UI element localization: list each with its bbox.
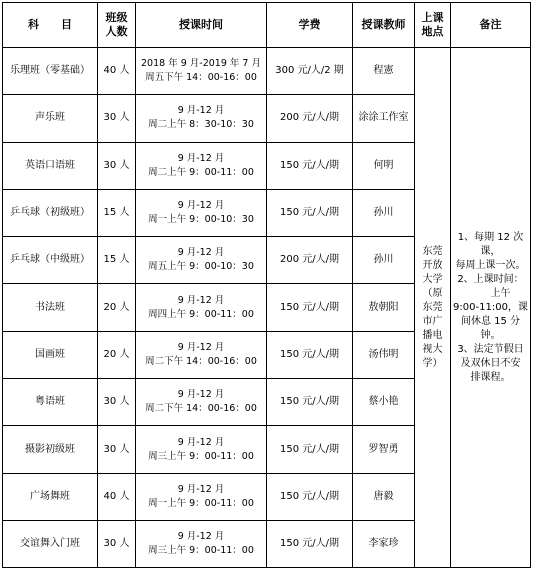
time-cell [136, 331, 267, 378]
time-line: 周三上午 9：00-11：00 [148, 450, 254, 462]
header-class-size-line1: 班级 [105, 11, 128, 24]
note-line: 2、上课时间： [457, 273, 524, 285]
fee-cell: 300 元/人/2 期 [267, 48, 353, 95]
fee-cell: 150 元/人/期 [267, 142, 353, 189]
fee-cell: 150 元/人/期 [267, 379, 353, 426]
class-size-cell: 40 人 [98, 48, 136, 95]
note-line: 9:00-11:00，课 [453, 301, 528, 313]
note-line: 每周上课一次。 [455, 259, 526, 271]
time-line: 周三上午 9：00-11：00 [148, 545, 254, 557]
subject-cell: 摄影初级班 [3, 426, 98, 473]
class-size-cell: 30 人 [98, 379, 136, 426]
note-line: 排课程。 [470, 371, 511, 383]
header-fee: 学费 [267, 3, 353, 48]
time-cell [136, 379, 267, 426]
teacher-cell: 孙川 [353, 189, 415, 236]
subject-cell: 声乐班 [3, 95, 98, 142]
teacher-cell: 罗智勇 [353, 426, 415, 473]
fee-cell: 150 元/人/期 [267, 426, 353, 473]
note-line: 上午 [470, 287, 511, 299]
time-line: 9 月-12 月 [177, 531, 225, 543]
note-line: 间休息 15 分钟。 [460, 315, 521, 341]
location-line: 开放 [422, 259, 443, 271]
fee-cell: 150 元/人/期 [267, 331, 353, 378]
table-row [3, 48, 531, 95]
fee-cell: 150 元/人/期 [267, 473, 353, 520]
time-line: 9 月-12 月 [177, 483, 225, 495]
teacher-cell: 敖朝阳 [353, 284, 415, 331]
location-line: 东莞 [422, 245, 443, 257]
time-line: 周四上午 9：00-11：00 [148, 308, 254, 320]
time-line: 9 月-12 月 [177, 436, 225, 448]
time-line: 周二上午 8：30-10：30 [148, 119, 254, 131]
teacher-cell: 李家珍 [353, 520, 415, 567]
subject-cell: 交谊舞入门班 [3, 520, 98, 567]
time-cell [136, 237, 267, 284]
time-cell [136, 426, 267, 473]
time-cell [136, 142, 267, 189]
location-cell [415, 48, 451, 568]
header-location [415, 3, 451, 48]
class-size-cell: 30 人 [98, 520, 136, 567]
subject-cell: 乒乓球（初级班） [3, 189, 98, 236]
time-line: 周一上午 9：00-11：00 [148, 497, 254, 509]
notes-cell [451, 48, 531, 568]
class-size-cell: 30 人 [98, 95, 136, 142]
time-line: 周二上午 9：00-11：00 [148, 166, 254, 178]
location-line: 东莞 [422, 301, 443, 313]
header-teacher: 授课教师 [353, 3, 415, 48]
time-line: 周五下午 14：00-16：00 [145, 72, 257, 84]
class-size-cell: 15 人 [98, 189, 136, 236]
time-line: 9 月-12 月 [177, 200, 225, 212]
teacher-cell: 汤伟明 [353, 331, 415, 378]
header-location-line2: 地点 [421, 25, 444, 38]
subject-cell: 乒乓球（中级班） [3, 237, 98, 284]
time-line: 9 月-12 月 [177, 105, 225, 117]
time-line: 9 月-12 月 [177, 152, 225, 164]
header-time: 授课时间 [136, 3, 267, 48]
subject-cell: 乐理班（零基础） [3, 48, 98, 95]
subject-cell: 粤语班 [3, 379, 98, 426]
time-cell [136, 520, 267, 567]
subject-cell: 英语口语班 [3, 142, 98, 189]
time-cell [136, 95, 267, 142]
header-subject: 科 目 [3, 3, 98, 48]
time-line: 周五上午 9：00-10：30 [148, 261, 254, 273]
fee-cell: 150 元/人/期 [267, 284, 353, 331]
time-line: 9 月-12 月 [177, 389, 225, 401]
location-line: 播电 [422, 329, 443, 341]
location-line: 市广 [422, 315, 443, 327]
class-size-cell: 20 人 [98, 284, 136, 331]
subject-cell: 书法班 [3, 284, 98, 331]
time-line: 周二下午 14：00-16：00 [145, 355, 257, 367]
class-size-cell: 30 人 [98, 426, 136, 473]
time-line: 2018 年 9 月-2019 年 7 月 [141, 58, 261, 70]
time-line: 9 月-12 月 [177, 341, 225, 353]
time-line: 9 月-12 月 [177, 294, 225, 306]
time-cell [136, 473, 267, 520]
time-line: 9 月-12 月 [177, 247, 225, 259]
class-size-cell: 30 人 [98, 142, 136, 189]
location-line: 学） [422, 357, 443, 369]
time-line: 周一上午 9：00-10：30 [148, 214, 254, 226]
course-rows [3, 48, 531, 568]
header-row [3, 3, 531, 48]
header-class-size [98, 3, 136, 48]
class-size-cell: 15 人 [98, 237, 136, 284]
note-line: 1、每期 12 次课， [457, 231, 524, 257]
fee-cell: 200 元/人/期 [267, 95, 353, 142]
location-line: 大学 [422, 273, 443, 285]
course-schedule-table [2, 2, 531, 568]
teacher-cell: 程憲 [353, 48, 415, 95]
class-size-cell: 40 人 [98, 473, 136, 520]
note-line: 3、法定节假日 [457, 343, 524, 355]
fee-cell: 200 元/人/期 [267, 237, 353, 284]
class-size-cell: 20 人 [98, 331, 136, 378]
time-cell [136, 189, 267, 236]
teacher-cell: 何明 [353, 142, 415, 189]
time-cell [136, 284, 267, 331]
fee-cell: 150 元/人/期 [267, 520, 353, 567]
teacher-cell: 唐毅 [353, 473, 415, 520]
header-notes: 备注 [451, 3, 531, 48]
location-line: （原 [422, 287, 443, 299]
subject-cell: 国画班 [3, 331, 98, 378]
fee-cell: 150 元/人/期 [267, 189, 353, 236]
subject-cell: 广场舞班 [3, 473, 98, 520]
time-cell [136, 48, 267, 95]
time-line: 周二下午 14：00-16：00 [145, 403, 257, 415]
header-class-size-line2: 人数 [105, 25, 128, 38]
teacher-cell: 孙川 [353, 237, 415, 284]
location-line: 视大 [422, 343, 443, 355]
teacher-cell: 涂涂工作室 [353, 95, 415, 142]
note-line: 及双休日不安 [460, 357, 521, 369]
header-location-line1: 上课 [421, 11, 444, 24]
teacher-cell: 蔡小艳 [353, 379, 415, 426]
